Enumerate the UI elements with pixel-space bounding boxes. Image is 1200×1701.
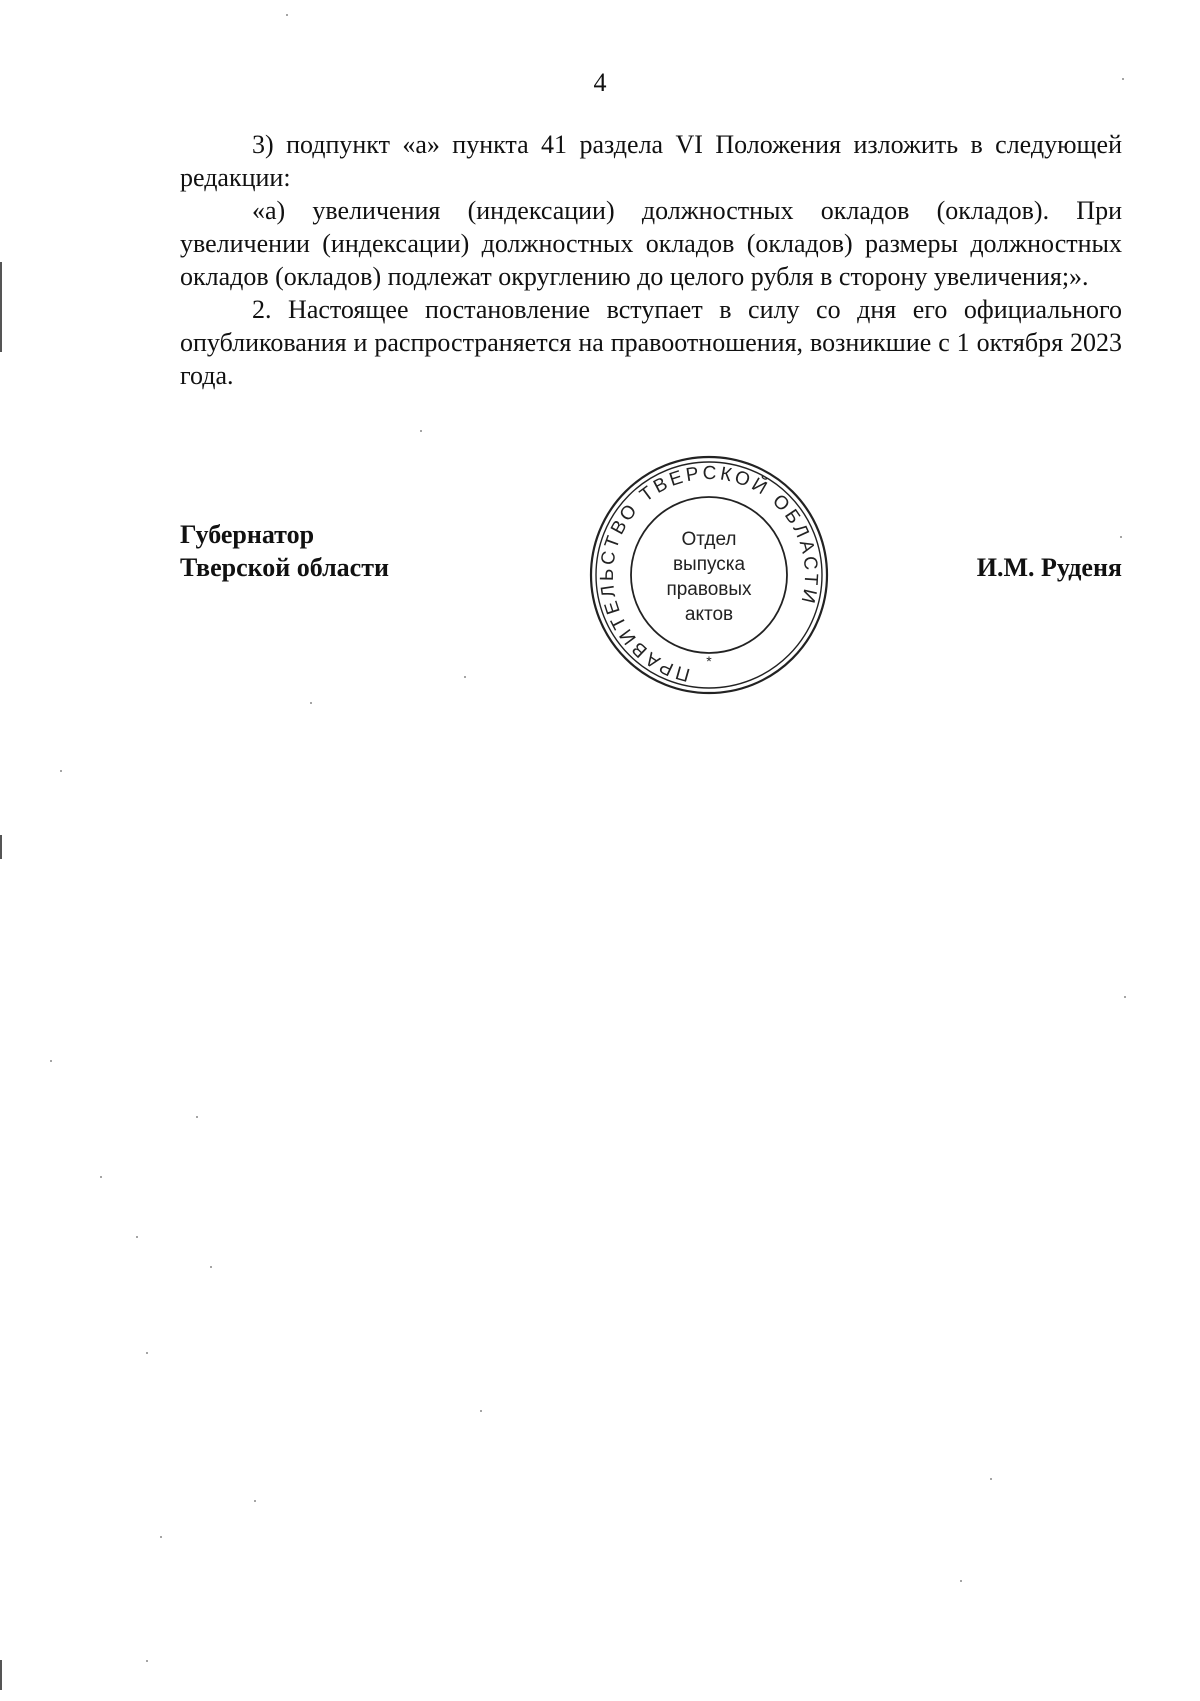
paragraph-1: 3) подпункт «а» пункта 41 раздела VI Положения изложить в следующей редакции: (180, 130, 1122, 192)
scan-speck (1120, 536, 1122, 538)
scan-edge-mark (0, 1660, 2, 1690)
scan-edge-mark (0, 835, 2, 859)
scan-speck (196, 1116, 198, 1118)
scan-speck (146, 1352, 148, 1354)
scan-speck (136, 1236, 138, 1238)
scan-speck (420, 430, 422, 432)
stamp-ring-text: ПРАВИТЕЛЬСТВО ТВЕРСКОЙ ОБЛАСТИ (596, 462, 822, 686)
stamp-center-line-2: выпуска (672, 554, 746, 575)
position-line-1: Губернатор (180, 520, 315, 549)
scan-speck (480, 1410, 482, 1412)
official-stamp (588, 454, 830, 696)
scan-speck (210, 1266, 212, 1268)
scan-speck (100, 1176, 102, 1178)
page-number: 4 (593, 68, 607, 97)
scan-speck (60, 770, 62, 772)
signatory-position (180, 518, 389, 584)
scan-speck (146, 1660, 148, 1662)
signatory-name: И.М. Руденя (976, 553, 1122, 582)
scan-speck (160, 1536, 162, 1538)
stamp-center-line-3: правовых (666, 579, 752, 600)
scan-edge-mark (0, 262, 2, 352)
stamp-star: * (706, 653, 712, 669)
scan-speck (990, 1478, 992, 1480)
stamp-center-line-1: Отдел (681, 529, 737, 550)
document-body (180, 128, 1122, 392)
scan-speck (50, 1060, 52, 1062)
stamp-center-line-4: актов (684, 604, 734, 625)
scan-speck (310, 702, 312, 704)
stamp-center-text (588, 454, 830, 696)
paragraph-2: «а) увеличения (индексации) должностных окладов (окладов). При увеличении (индексации) должностных окладов (окладов) размеры должностных окладов (окладов) подлежат округлению до целого рубля в сторону увеличения;». (180, 196, 1122, 291)
scan-speck (464, 676, 466, 678)
scan-speck (1124, 996, 1126, 998)
position-line-2: Тверской области (180, 553, 389, 582)
scan-speck (286, 14, 288, 16)
scan-speck (960, 1580, 962, 1582)
scan-speck (254, 1500, 256, 1502)
paragraph-3: 2. Настоящее постановление вступает в силу со дня его официального опубликования и распространяется на правоотношения, возникшие с 1 октября 2023 года. (180, 295, 1122, 390)
scan-speck (1122, 78, 1124, 80)
